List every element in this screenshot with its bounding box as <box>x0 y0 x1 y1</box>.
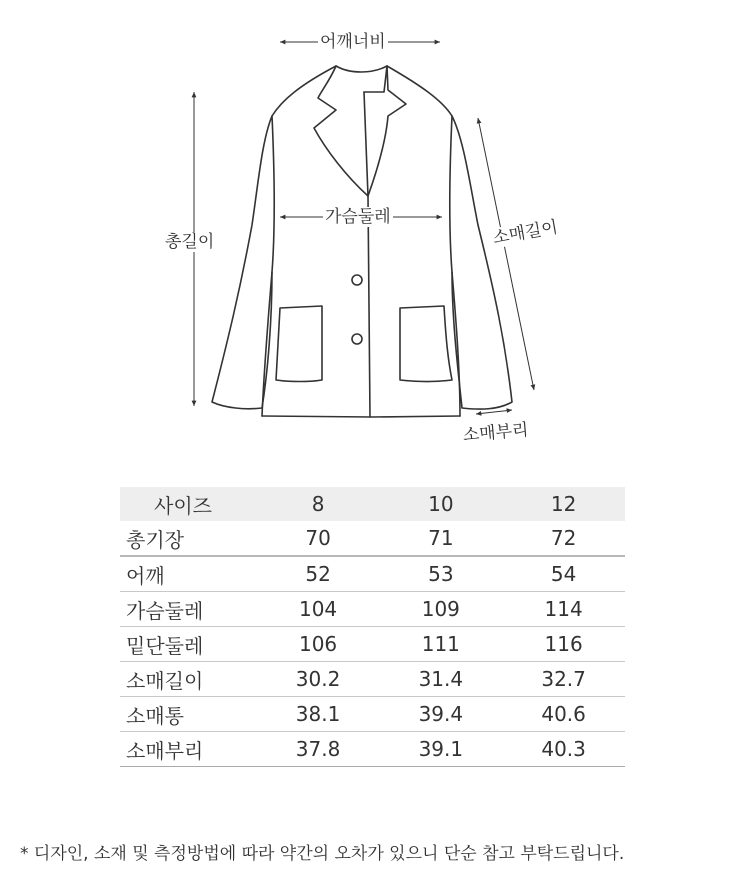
table-header-row <box>120 487 625 521</box>
row-label: 가슴둘레 <box>126 598 204 623</box>
button-lower <box>352 334 362 344</box>
cell-value: 53 <box>428 562 454 586</box>
table-row <box>120 521 625 556</box>
cell-value: 40.6 <box>541 702 586 726</box>
cell-value: 109 <box>421 597 460 621</box>
cell-value: 114 <box>544 597 583 621</box>
cuff-arrow <box>476 410 512 414</box>
cell-value: 39.1 <box>418 737 464 761</box>
table-row <box>120 732 625 767</box>
size-table <box>120 487 625 767</box>
row-label: 소매길이 <box>126 668 204 693</box>
cell-value: 39.4 <box>418 702 464 726</box>
row-label: 어깨 <box>126 563 165 588</box>
cell-value: 32.7 <box>541 667 586 691</box>
row-label: 밑단둘레 <box>126 633 204 658</box>
cell-value: 31.4 <box>418 667 464 691</box>
table-row <box>120 592 625 627</box>
row-label: 소매통 <box>126 703 184 728</box>
footnote: * 디자인, 소재 및 측정방법에 따라 약간의 오차가 있으니 단순 참고 부탁드립니다. <box>20 844 625 864</box>
cell-value: 116 <box>544 632 583 656</box>
row-label: 소매부리 <box>126 738 204 763</box>
total-length-label: 총길이 <box>165 232 215 252</box>
row-label: 총기장 <box>126 527 184 552</box>
cell-value: 70 <box>305 526 331 550</box>
chest-label: 가슴둘레 <box>325 207 391 227</box>
cell-value: 71 <box>428 526 454 550</box>
cell-value: 111 <box>421 632 460 656</box>
button-upper <box>352 275 362 285</box>
size-header-8: 8 <box>311 492 325 516</box>
size-header-10: 10 <box>428 492 454 516</box>
cuff-label: 소매부리 <box>462 420 530 446</box>
jacket-buttons <box>352 275 362 344</box>
cell-value: 104 <box>298 597 338 621</box>
cell-value: 40.3 <box>541 737 586 761</box>
cell-value: 52 <box>305 562 331 586</box>
cell-value: 106 <box>298 632 338 656</box>
table-row <box>120 697 625 732</box>
cell-value: 30.2 <box>295 667 341 691</box>
sleeve-length-label: 소매길이 <box>491 217 560 249</box>
cell-value: 37.8 <box>295 737 341 761</box>
sleeve-length-arrow <box>478 118 534 390</box>
table-row <box>120 662 625 697</box>
shoulder-label: 어깨너비 <box>320 32 386 52</box>
cell-value: 72 <box>550 526 577 550</box>
cell-value: 38.1 <box>295 702 341 726</box>
jacket-outline <box>212 66 512 417</box>
table-row <box>120 627 625 662</box>
cell-value: 54 <box>550 562 577 586</box>
size-header-12: 12 <box>550 492 577 516</box>
size-header-label: 사이즈 <box>154 493 212 518</box>
table-row <box>120 556 625 592</box>
